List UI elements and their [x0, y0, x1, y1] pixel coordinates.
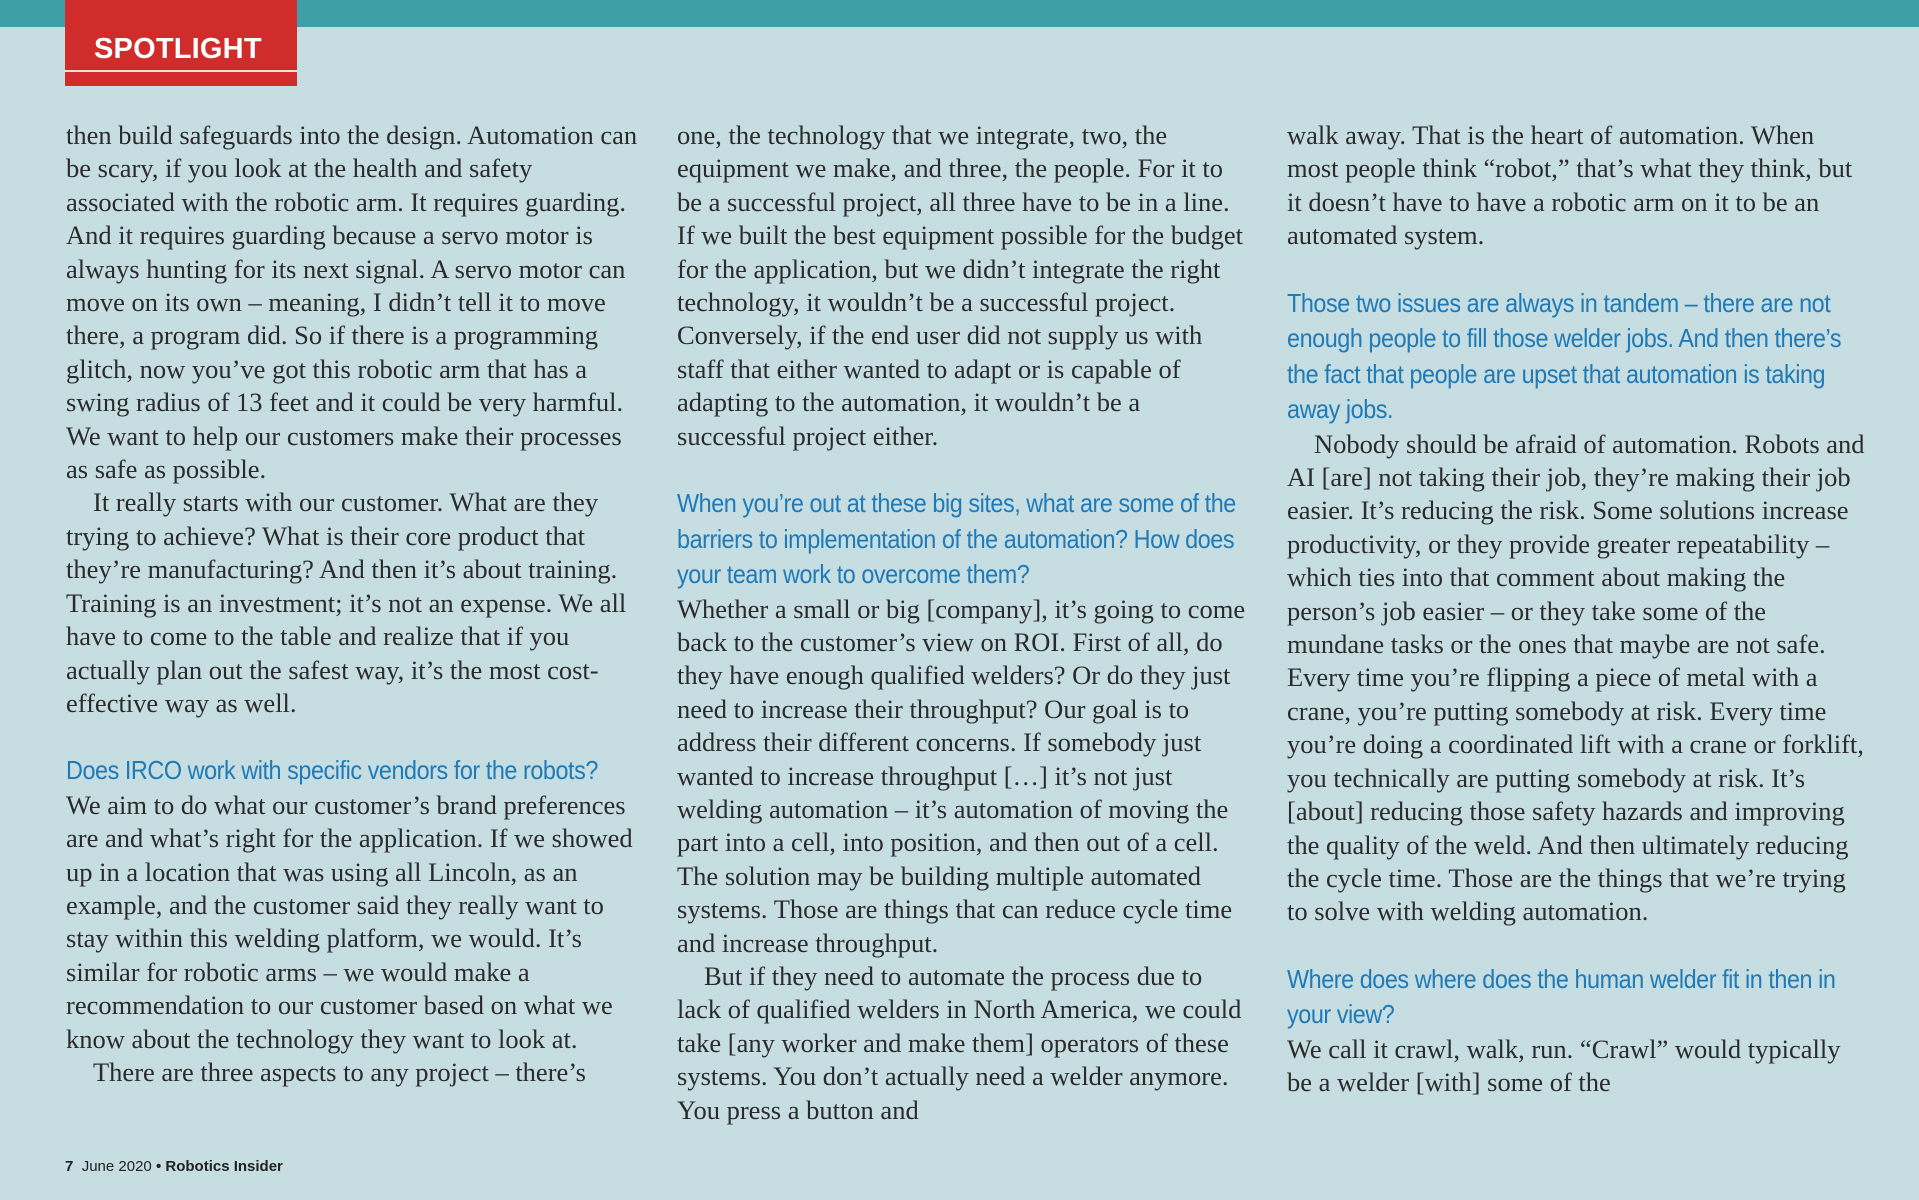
column-2 [677, 119, 1252, 1127]
paragraph: one, the technology that we integrate, two, the equipment we make, and three, the people. For it to be a successful project, all three have to be in a line. If we built the best equipment possible for the budget for the application, but we didn’t integrate the right technology, it wouldn’t be a successful project. Conversely, if the end user did not supply us with staff that either wanted to adapt or is capable of adapting to the automation, it wouldn’t be a successful project either. [677, 120, 1243, 451]
paragraph: It really starts with our customer. What are they trying to achieve? What is their core product that they’re manufacturing? And then it’s about training. Training is an investment; it’s not an expense. We all have to come to the table and realize that if you actually plan out the safest way, it’s the most cost-effective way as well. [66, 487, 627, 718]
question-heading: Where does where does the human welder fit in then in your view? [1287, 963, 1836, 1030]
footer-separator: • [155, 1158, 162, 1175]
question-heading: Does IRCO work with specific vendors for the robots? [66, 755, 598, 786]
column-3 [1287, 119, 1865, 1100]
paragraph: We aim to do what our customer’s brand preferences are and what’s right for the application. If we showed up in a location that was using all Lincoln, as an example, and the customer said they really want to stay within this welding platform, we would. It’s similar for robotic arms – we would make a recommendation to our customer based on what we know about the technology they want to look at. [66, 789, 633, 1054]
paragraph: Whether a small or big [company], it’s going to come back to the customer’s view on ROI. First of all, do they have enough qualified welders? Or do they just need to increase their throughput? Our goal is to address their different concerns. If somebody just wanted to increase throughput […] it’s not just welding automation – it’s automation of moving the part into a cell, into position, and then out of a cell. The solution may be building multiple automated systems. Those are things that can reduce cycle time and increase throughput. [677, 593, 1246, 958]
issue-date: June 2020 [81, 1158, 152, 1175]
page-footer [65, 1158, 283, 1175]
paragraph: Nobody should be afraid of automation. Robots and AI [are] not taking their job, they’re making their job easier. It’s reducing the risk. Some solutions increase productivity, or they provide greater repeatability – which ties into that comment about making the person’s job easier – or they take some of the mundane tasks or the ones that maybe are not safe. Every time you’re flipping a piece of metal with a crane, you’re putting somebody at risk. Every time you’re doing a coordinated lift with a crane or forklift, you technically are putting somebody at risk. It’s [about] reducing those safety hazards and improving the quality of the weld. And then ultimately reducing the cycle time. Those are the things that we’re trying to solve with welding automation. [1287, 428, 1865, 927]
paragraph: We call it crawl, walk, run. “Crawl” would typically be a welder [with] some of the [1287, 1033, 1841, 1098]
section-tag-rule [65, 70, 297, 72]
question-heading: Those two issues are always in tandem – there are not enough people to fill those welder jobs. And then there’s the fact that people are upset that automation is taking away jobs. [1287, 287, 1842, 425]
column-1 [66, 119, 641, 1089]
question-heading: When you’re out at these big sites, what are some of the barriers to implementation of the automation? How does your team work to overcome them? [677, 488, 1236, 590]
paragraph: But if they need to automate the process due to lack of qualified welders in North America, we could take [any worker and make them] operators of these systems. You don’t actually need a welder anymore. You press a button and [677, 961, 1242, 1125]
paragraph: then build safeguards into the design. Automation can be scary, if you look at the health and safety associated with the robotic arm. It requires guarding. And it requires guarding because a servo motor is always hunting for its next signal. A servo motor can move on its own – meaning, I didn’t tell it to move there, a program did. So if there is a programming glitch, now you’ve got this robotic arm that has a swing radius of 13 feet and it could be very harmful. We want to help our customers make their processes as safe as possible. [66, 120, 638, 485]
paragraph: There are three aspects to any project – there’s [93, 1057, 586, 1088]
publication-name: Robotics Insider [165, 1158, 283, 1175]
paragraph: walk away. That is the heart of automation. When most people think “robot,” that’s what they think, but it doesn’t have to have a robotic arm on it to be an automated system. [1287, 120, 1853, 251]
page-number: 7 [65, 1158, 74, 1175]
section-tag: SPOTLIGHT [65, 0, 297, 86]
